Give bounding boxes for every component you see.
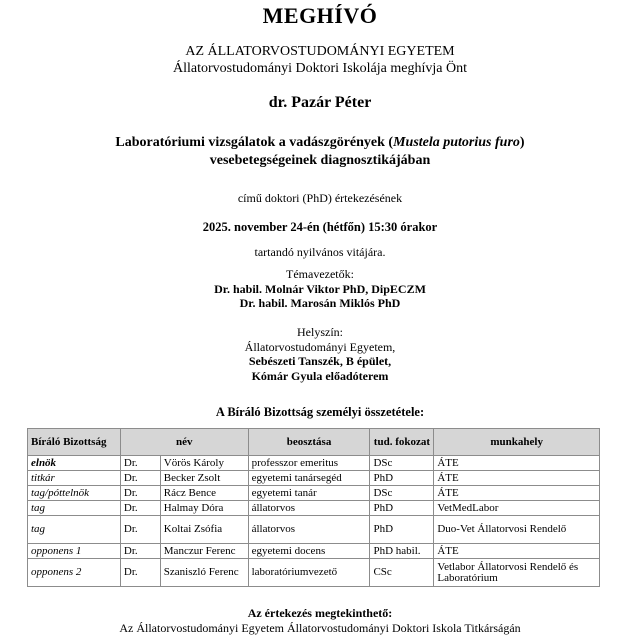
member-workplace: ÁTE xyxy=(434,471,600,486)
location-line: Állatorvostudományi Egyetem, xyxy=(244,340,396,354)
member-name: Vörös Károly xyxy=(160,456,248,471)
column-header: tud. fokozat xyxy=(370,429,434,456)
table-row xyxy=(28,471,600,486)
member-workplace: ÁTE xyxy=(434,456,600,471)
committee-heading: A Bíráló Bizottság személyi összetétele: xyxy=(215,405,425,419)
member-degree: PhD xyxy=(370,516,434,544)
member-degree: PhD xyxy=(370,471,434,486)
member-position: laboratóriumvezető xyxy=(248,559,370,587)
member-role: tag/póttelnök xyxy=(28,486,121,501)
member-name: Becker Zsolt xyxy=(160,471,248,486)
table-row xyxy=(28,516,600,544)
table-row xyxy=(28,486,600,501)
member-title: Dr. xyxy=(120,501,160,516)
supervisor-name: Dr. habil. Molnár Viktor PhD, DipECZM xyxy=(214,282,426,296)
member-degree: CSc xyxy=(370,559,434,587)
member-role: elnök xyxy=(28,456,121,471)
member-position: egyetemi docens xyxy=(248,544,370,559)
thesis-title-post: ) xyxy=(519,135,525,150)
defense-line: tartandó nyilvános vitájára. xyxy=(254,245,386,259)
member-role: opponens 1 xyxy=(28,544,121,559)
location-label: Helyszín: xyxy=(297,325,343,339)
column-header: Bíráló Bizottság xyxy=(28,429,121,456)
column-header: beosztása xyxy=(248,429,370,456)
member-workplace: Duo-Vet Állatorvosi Rendelő xyxy=(434,516,600,544)
thesis-title-line-1 xyxy=(0,135,640,151)
viewing-location: Az Állatorvostudományi Egyetem Állatorvostudományi Doktori Iskola Titkárságán xyxy=(119,621,521,635)
candidate-name: dr. Pazár Péter xyxy=(268,94,372,111)
member-degree: DSc xyxy=(370,486,434,501)
thesis-species-name: Mustela putorius furo xyxy=(393,135,520,150)
member-name: Rácz Bence xyxy=(160,486,248,501)
member-role: tag xyxy=(28,516,121,544)
supervisors-label: Témavezetők: xyxy=(286,267,354,281)
member-title: Dr. xyxy=(120,544,160,559)
location-line: Kómár Gyula előadóterem xyxy=(251,369,389,383)
member-position: egyetemi tanársegéd xyxy=(248,471,370,486)
member-name: Halmay Dóra xyxy=(160,501,248,516)
committee-table xyxy=(27,428,600,587)
member-position: állatorvos xyxy=(248,516,370,544)
member-position: állatorvos xyxy=(248,501,370,516)
member-role: opponens 2 xyxy=(28,559,121,587)
column-header: név xyxy=(120,429,248,456)
page-title: MEGHÍVÓ xyxy=(262,3,378,28)
member-degree: PhD xyxy=(370,501,434,516)
defense-date: 2025. november 24-én (hétfőn) 15:30 órakor xyxy=(202,220,438,234)
phd-line: című doktori (PhD) értekezésének xyxy=(237,191,403,205)
supervisor-name: Dr. habil. Marosán Miklós PhD xyxy=(239,296,401,310)
member-workplace: Vetlabor Állatorvosi Rendelő és Laboratórium xyxy=(434,559,600,587)
member-workplace: VetMedLabor xyxy=(434,501,600,516)
member-title: Dr. xyxy=(120,516,160,544)
invitation-line: Állatorvostudományi Doktori Iskolája meghívja Önt xyxy=(173,61,467,76)
member-workplace: ÁTE xyxy=(434,544,600,559)
member-title: Dr. xyxy=(120,471,160,486)
university-name: AZ ÁLLATORVOSTUDOMÁNYI EGYETEM xyxy=(185,44,455,59)
member-workplace: ÁTE xyxy=(434,486,600,501)
member-role: tag xyxy=(28,501,121,516)
member-title: Dr. xyxy=(120,559,160,587)
table-row xyxy=(28,456,600,471)
table-row xyxy=(28,559,600,587)
member-role: titkár xyxy=(28,471,121,486)
thesis-title-line-2: vesebetegségeinek diagnosztikájában xyxy=(209,153,431,168)
member-name: Szaniszló Ferenc xyxy=(160,559,248,587)
member-name: Koltai Zsófia xyxy=(160,516,248,544)
member-position: professzor emeritus xyxy=(248,456,370,471)
location-line: Sebészeti Tanszék, B épület, xyxy=(248,354,392,368)
member-title: Dr. xyxy=(120,456,160,471)
table-row xyxy=(28,544,600,559)
thesis-title-pre: Laboratóriumi vizsgálatok a vadászgörények ( xyxy=(115,135,394,150)
member-degree: DSc xyxy=(370,456,434,471)
column-header: munkahely xyxy=(434,429,600,456)
member-name: Manczur Ferenc xyxy=(160,544,248,559)
member-position: egyetemi tanár xyxy=(248,486,370,501)
viewing-heading: Az értekezés megtekinthető: xyxy=(247,606,393,620)
table-header-row xyxy=(28,429,600,456)
table-row xyxy=(28,501,600,516)
member-degree: PhD habil. xyxy=(370,544,434,559)
member-title: Dr. xyxy=(120,486,160,501)
